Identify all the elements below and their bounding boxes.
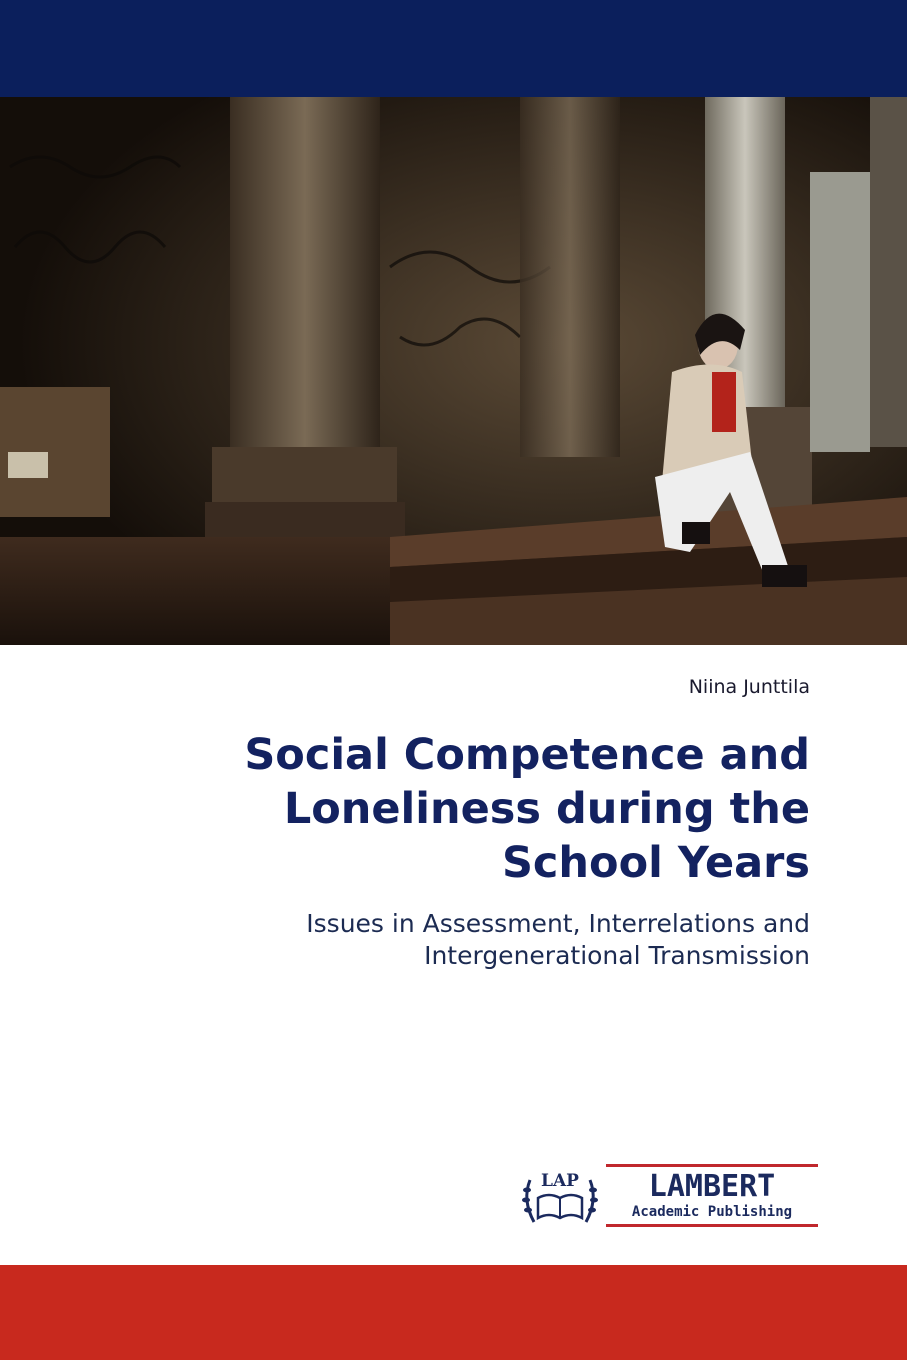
person-sitting-on-steps-image	[0, 97, 907, 645]
bottom-color-band	[0, 1265, 907, 1360]
book-subtitle	[110, 908, 810, 972]
book-subtitle-line: Intergenerational Transmission	[424, 941, 810, 970]
book-title-line: School Years	[501, 838, 810, 888]
top-color-band	[0, 0, 907, 97]
publisher-name: LAMBERT	[648, 1169, 776, 1204]
open-book-laurel-icon	[520, 1160, 820, 1232]
book-title	[110, 728, 810, 890]
cover-photo	[0, 97, 907, 645]
book-subtitle-line: Issues in Assessment, Interrelations and	[306, 909, 810, 938]
book-title-line: Social Competence and	[244, 730, 810, 780]
book-title-line: Loneliness during the	[283, 784, 810, 834]
publisher-tagline: Academic Publishing	[631, 1204, 793, 1220]
publisher-badge-text: LAP	[541, 1171, 579, 1191]
publisher-logo	[520, 1160, 820, 1232]
author-name: Niina Junttila	[688, 676, 810, 698]
